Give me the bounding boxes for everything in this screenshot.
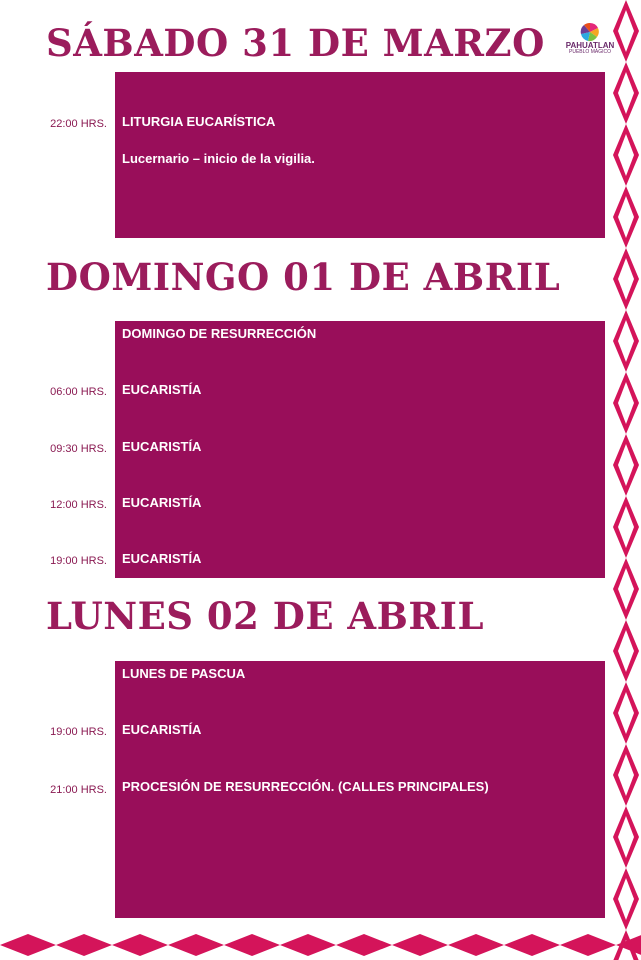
diamond-decoration <box>280 934 336 956</box>
right-diamond-border <box>611 0 641 960</box>
time-label: 19:00 HRS. <box>50 555 107 567</box>
diamond-decoration <box>168 934 224 956</box>
logo-name: PAHUATLAN <box>565 41 615 50</box>
event-label: EUCARISTÍA <box>122 722 202 737</box>
event-label: EUCARISTÍA <box>122 382 202 397</box>
diamond-decoration <box>224 934 280 956</box>
time-label: 09:30 HRS. <box>50 443 107 455</box>
diamond-decoration <box>616 934 641 956</box>
day-title-saturday: SÁBADO 31 DE MARZO <box>46 21 545 65</box>
day-title-monday: LUNES 02 DE ABRIL <box>46 594 484 638</box>
day-title-sunday: DOMINGO 01 DE ABRIL <box>46 255 561 299</box>
diamond-decoration <box>112 934 168 956</box>
bottom-diamond-border <box>0 930 641 960</box>
diamond-decoration <box>560 934 616 956</box>
time-label: 06:00 HRS. <box>50 386 107 398</box>
logo-tagline: PUEBLO MÁGICO <box>569 49 611 55</box>
time-label: 12:00 HRS. <box>50 499 107 511</box>
diamond-decoration <box>392 934 448 956</box>
time-label: 21:00 HRS. <box>50 784 107 796</box>
event-heading: DOMINGO DE RESURRECCIÓN <box>122 326 317 341</box>
time-label: 19:00 HRS. <box>50 726 107 738</box>
time-label: 22:00 HRS. <box>50 118 107 130</box>
diamond-decoration <box>56 934 112 956</box>
event-heading: LUNES DE PASCUA <box>122 666 246 681</box>
diamond-decoration <box>448 934 504 956</box>
event-label: EUCARISTÍA <box>122 495 202 510</box>
event-label: LITURGIA EUCARÍSTICA <box>122 114 276 129</box>
event-label: EUCARISTÍA <box>122 551 202 566</box>
event-label: EUCARISTÍA <box>122 439 202 454</box>
pahuatlan-logo <box>563 22 617 56</box>
diamond-decoration <box>336 934 392 956</box>
pinwheel-icon <box>580 22 600 42</box>
event-note: Lucernario – inicio de la vigilia. <box>122 151 315 166</box>
diamond-decoration <box>504 934 560 956</box>
event-label: PROCESIÓN DE RESURRECCIÓN. (CALLES PRINCIPALES) <box>122 779 489 794</box>
diamond-decoration <box>0 934 56 956</box>
